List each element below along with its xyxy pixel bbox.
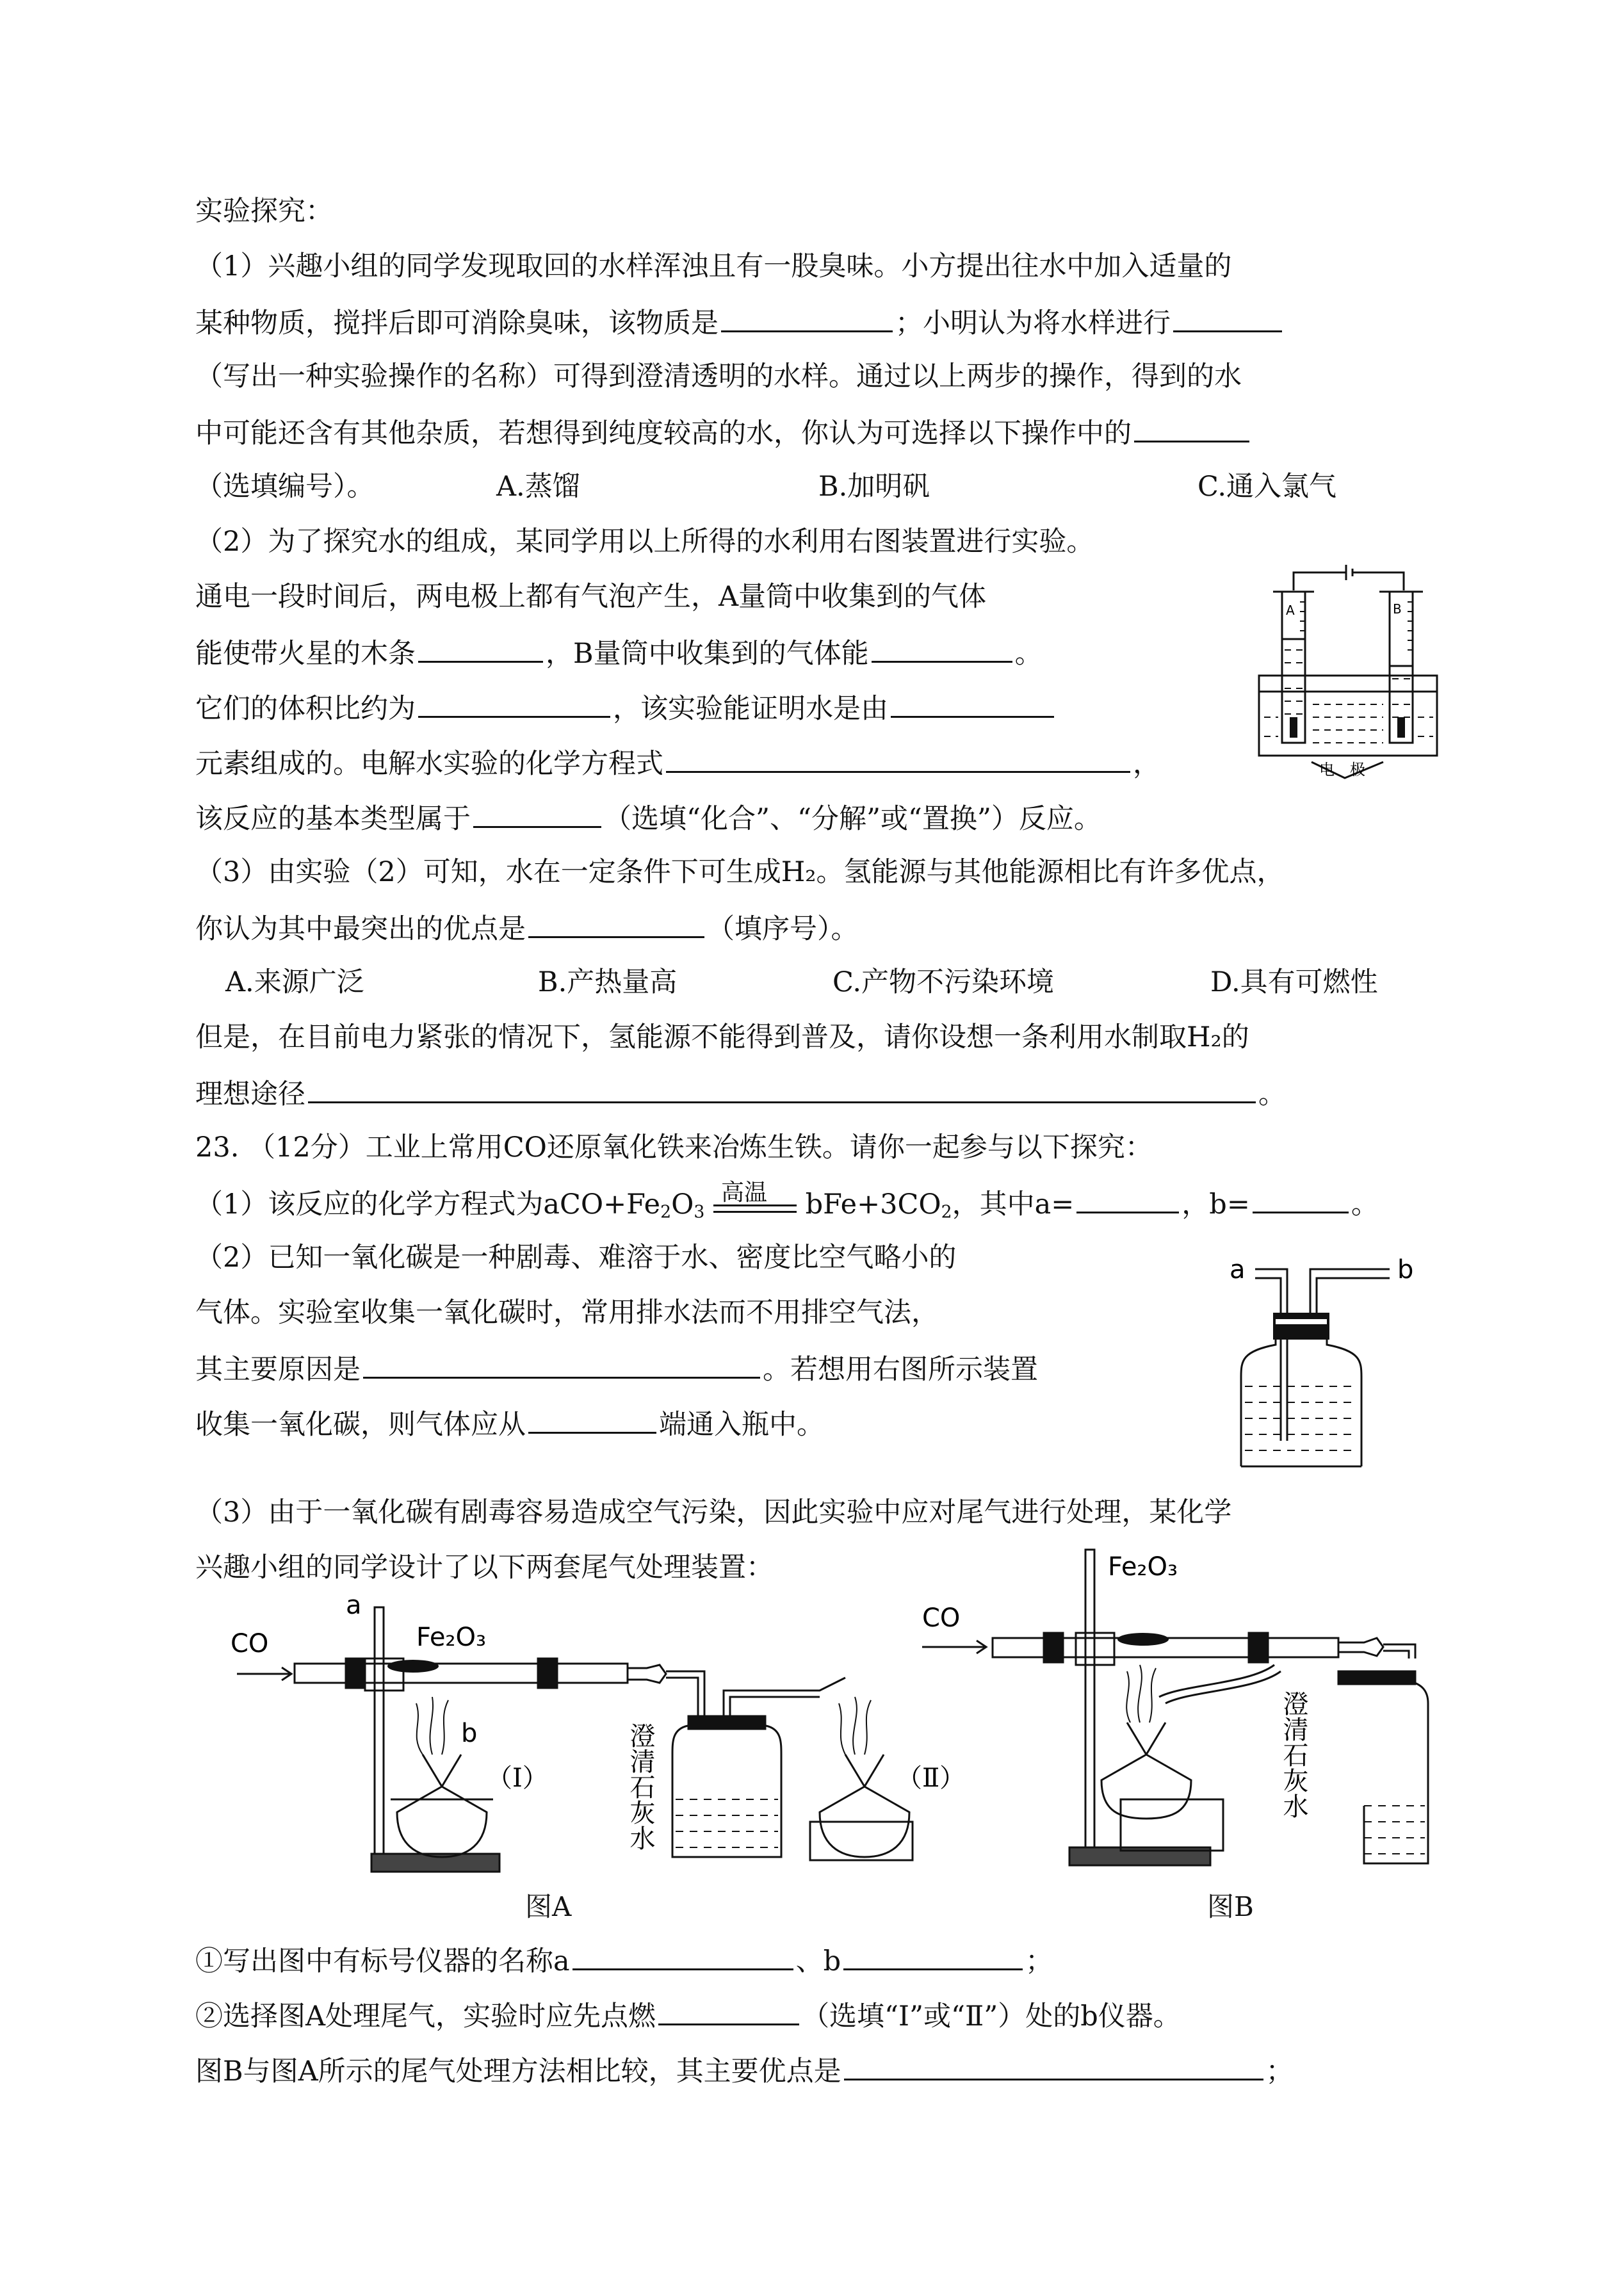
figure-a-fe2o3-label: Fe₂O₃ [416, 1623, 486, 1652]
figure-b-limewater-label: 澄清石灰水 [1279, 1691, 1308, 1819]
section-title: 实验探究： [195, 195, 333, 227]
gas-bottle-figure [1217, 1249, 1434, 1466]
q23-part-2-line-4 [195, 1404, 824, 1442]
q3-line-2 [195, 908, 859, 946]
q1-line-4 [195, 412, 1252, 451]
q23-heading: 23. （12分）工业上常用CO还原氧化铁来冶炼生铁。请你一起参与以下探究： [195, 1131, 1153, 1164]
q23-part-2-line-2: 气体。实验室收集一氧化碳时，常用排水法而不用排空气法， [195, 1297, 939, 1329]
answer-blank[interactable] [308, 1073, 1256, 1103]
equation-subscript: 2 [941, 1202, 952, 1222]
answer-blank[interactable] [418, 633, 543, 663]
q1-text: 中可能还含有其他杂质，若想得到纯度较高的水，你认为可选择以下操作中的 [195, 418, 1132, 450]
q23-sub-1 [195, 1940, 1053, 1979]
q2-line-3 [195, 633, 1043, 671]
electrode-label: 电 极 [1319, 761, 1365, 779]
figure-b-co-label: CO [922, 1603, 961, 1633]
q23-part-2-line-1: （2）已知一氧化碳是一种剧毒、难溶于水、密度比空气略小的 [195, 1242, 957, 1274]
q23-text: 其主要原因是 [195, 1354, 361, 1386]
q2-text: ，该实验能证明水是由 [613, 693, 888, 725]
q1-option-b: B.加明矾 [818, 471, 930, 503]
q1-line-2 [195, 302, 1285, 341]
equation-subscript: 3 [694, 1202, 705, 1222]
q2-line-6 [195, 798, 1101, 836]
q23-text: （选填“Ⅰ”或“Ⅱ”）处的b仪器。 [802, 2000, 1181, 2032]
q3-option-b: B.产热量高 [538, 966, 678, 998]
equation-text: ，b= [1181, 1188, 1250, 1220]
q3-line-4: 但是，在目前电力紧张的情况下，氢能源不能得到普及，请你设想一条利用水制取H₂的 [195, 1021, 1249, 1053]
figure-a-lamp-i-label: （Ⅰ） [487, 1764, 548, 1793]
q23-text: ； [1265, 2056, 1294, 2088]
cylinder-b-label: B [1393, 601, 1402, 617]
answer-blank[interactable] [666, 743, 1130, 773]
answer-blank[interactable] [721, 302, 893, 332]
q23-part-1 [195, 1180, 1379, 1222]
q23-text: 端通入瓶中。 [659, 1409, 824, 1441]
reaction-condition-label: 高温 [720, 1180, 767, 1206]
bottle-end-a-label: a [1230, 1255, 1246, 1285]
answer-blank-b[interactable] [1253, 1183, 1349, 1213]
figure-a-co-label: CO [231, 1629, 269, 1658]
q2-line-4 [195, 688, 1057, 726]
figure-a-lamp-ii-label: （Ⅱ） [897, 1764, 966, 1793]
figure-a-apparatus [231, 1591, 966, 1876]
q1-line-1: （1）兴趣小组的同学发现取回的水样浑浊且有一股臭味。小方提出往水中加入适量的 [195, 250, 1232, 282]
q1-text: ；小明认为将水样进行 [895, 307, 1171, 339]
q1-option-c: C.通入氯气 [1198, 471, 1337, 503]
q3-line-5 [195, 1073, 1286, 1112]
q23-part-3-line-2: 兴趣小组的同学设计了以下两套尾气处理装置： [195, 1552, 774, 1584]
answer-blank[interactable] [418, 688, 610, 718]
figure-b-apparatus [916, 1537, 1441, 1876]
q23-sub-2 [195, 1995, 1181, 2034]
q23-text: 收集一氧化碳，则气体应从 [195, 1409, 526, 1441]
q2-line-2: 通电一段时间后，两电极上都有气泡产生，A量筒中收集到的气体 [195, 581, 987, 613]
q1-text: （选填编号）。 [195, 471, 375, 503]
q2-text: ， [1133, 748, 1160, 780]
cylinder-a-label: A [1286, 603, 1295, 618]
q2-text: 能使带火星的木条 [195, 638, 416, 670]
electrolysis-apparatus-figure [1255, 564, 1441, 781]
q3-option-d: D.具有可燃性 [1210, 966, 1378, 998]
reaction-condition [713, 1180, 797, 1222]
answer-blank[interactable] [1134, 412, 1249, 442]
q1-text: 某种物质，搅拌后即可消除臭味，该物质是 [195, 307, 719, 339]
q2-text: ，B量筒中收集到的气体能 [546, 638, 869, 670]
answer-blank[interactable] [473, 798, 601, 828]
figure-a-caption: 图A [525, 1891, 572, 1922]
answer-blank[interactable] [844, 2050, 1263, 2080]
figure-b-fe2o3-label: Fe₂O₃ [1108, 1552, 1178, 1582]
equation-text: bFe+3CO [805, 1188, 941, 1220]
q1-line-3: （写出一种实验操作的名称）可得到澄清透明的水样。通过以上两步的操作，得到的水 [195, 361, 1242, 393]
q3-text: 你认为其中最突出的优点是 [195, 913, 526, 945]
bottle-end-b-label: b [1397, 1255, 1414, 1285]
answer-blank[interactable] [572, 1940, 793, 1970]
answer-blank[interactable] [363, 1349, 760, 1379]
figure-a-limewater-label: 澄清石灰水 [626, 1723, 655, 1851]
q2-text: （选填“化合”、“分解”或“置换”）反应。 [604, 803, 1101, 835]
q3-line-1: （3）由实验（2）可知，水在一定条件下可生成H₂。氢能源与其他能源相比有许多优点， [195, 856, 1285, 888]
equation-text: 。 [1351, 1188, 1379, 1220]
q3-text: 。 [1258, 1078, 1286, 1110]
equation-text: ，其中a= [952, 1188, 1075, 1220]
q1-option-a: A.蒸馏 [496, 471, 580, 503]
answer-blank[interactable] [891, 688, 1054, 718]
q23-text: ； [1025, 1945, 1053, 1977]
figure-a-label-a: a [346, 1591, 362, 1620]
answer-blank[interactable] [843, 1940, 1023, 1970]
q3-text: 理想途径 [195, 1078, 305, 1110]
answer-blank[interactable] [528, 1404, 656, 1434]
q1-line-5 [195, 467, 375, 506]
figure-b-caption: 图B [1207, 1891, 1254, 1922]
q3-option-c: C.产物不污染环境 [832, 966, 1055, 998]
answer-blank[interactable] [1173, 302, 1282, 332]
q23-part-2-line-3 [195, 1349, 1038, 1387]
q2-text: 它们的体积比约为 [195, 693, 416, 725]
q2-line-1: （2）为了探究水的组成，某同学用以上所得的水利用右图装置进行实验。 [195, 526, 1094, 558]
answer-blank[interactable] [658, 1995, 799, 2025]
q3-option-a: A.来源广泛 [225, 966, 364, 998]
q23-text: 、b [795, 1945, 841, 1977]
q23-part-3-line-1: （3）由于一氧化碳有剧毒容易造成空气污染，因此实验中应对尾气进行处理，某化学 [195, 1496, 1232, 1529]
figure-a-label-b: b [461, 1719, 478, 1748]
answer-blank-a[interactable] [1076, 1183, 1179, 1213]
equation-subscript: 2 [660, 1202, 672, 1222]
q2-text: 。 [1014, 638, 1043, 670]
equation-text: （1）该反应的化学方程式为aCO+Fe [195, 1188, 661, 1220]
answer-blank[interactable] [528, 908, 704, 938]
q2-line-5 [195, 743, 1160, 781]
q23-text: 。若想用右图所示装置 [763, 1354, 1038, 1386]
answer-blank[interactable] [872, 633, 1012, 663]
q23-text: 图B与图A所示的尾气处理方法相比较，其主要优点是 [195, 2056, 841, 2088]
q23-text: ①写出图中有标号仪器的名称a [195, 1945, 570, 1977]
q3-text: （填序号）。 [707, 913, 859, 945]
q2-text: 该反应的基本类型属于 [195, 803, 471, 835]
q2-text: 元素组成的。电解水实验的化学方程式 [195, 748, 663, 780]
equation-text: O [671, 1188, 694, 1220]
q23-text: ②选择图A处理尾气，实验时应先点燃 [195, 2000, 656, 2032]
q23-sub-3 [195, 2050, 1294, 2089]
